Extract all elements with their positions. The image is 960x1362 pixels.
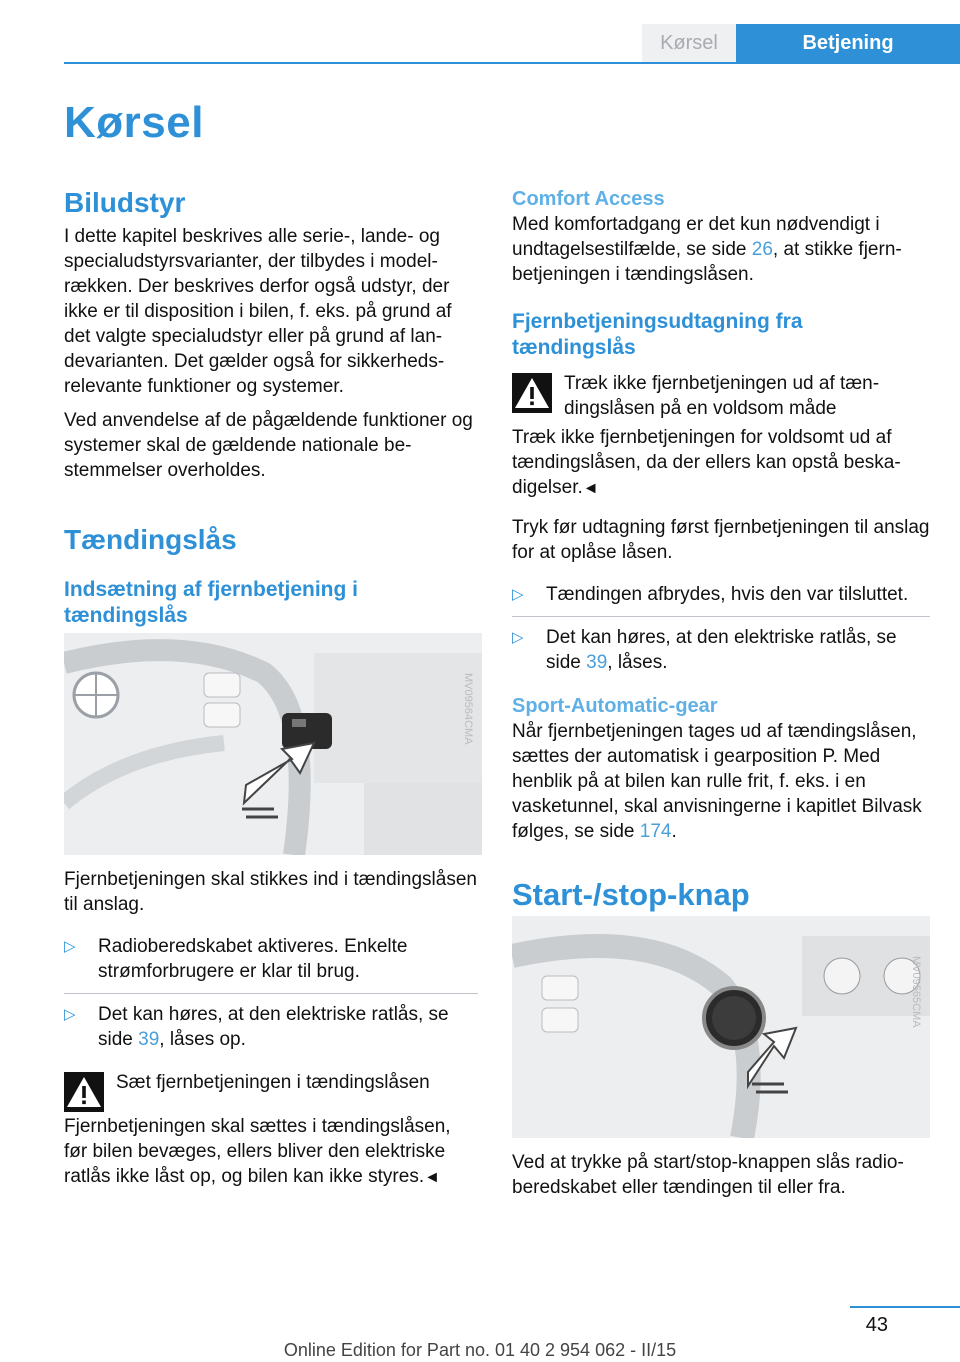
text: Når fjernbetjeningen tages ud af tændingslåsen, sættes der automatisk i gearposition P. Med henblik på at bilen kan rulle frit, f. eks. i en vasketunnel, skal anvisningerne i kapitlet Bilvask følges, se side	[512, 721, 922, 842]
header-tab-prev[interactable]: Kørsel	[642, 24, 736, 62]
subsection-title-comfort-access: Comfort Access	[512, 188, 665, 210]
warning-box	[512, 371, 930, 421]
figure-code: MV09564CMA	[462, 673, 474, 745]
warning-body: Fjernbetjeningen skal sættes i tændingslåsen, før bilen bevæges, ellers bliver den elektriske ratlås ikke låst op, og bilen kan ikke styres.	[64, 1116, 451, 1187]
paragraph: Ved at trykke på start/stop-knappen slås radioberedskabet eller tændingen til eller fra.	[512, 1152, 904, 1198]
triangle-bullet-icon: ▷	[512, 586, 524, 603]
list-item-text: , låses op.	[159, 1029, 246, 1050]
warning-box	[64, 1070, 478, 1114]
bullet-list	[64, 926, 478, 1061]
paragraph	[512, 719, 930, 844]
warning-text	[64, 1114, 478, 1190]
figure-insert-key	[64, 633, 482, 855]
subsection-title-sport-automatic: Sport-Automatic-gear	[512, 695, 718, 717]
text: Med komfortadgang er det kun nødvendigt i undtagelsestilfælde, se side	[512, 214, 880, 260]
list-item	[512, 617, 930, 684]
figure-start-stop	[512, 916, 930, 1138]
page-link[interactable]: 39	[138, 1029, 160, 1050]
left-column	[64, 186, 478, 1199]
end-mark: ◄	[424, 1169, 440, 1186]
list-item-text: , låses.	[607, 652, 668, 673]
warning-triangle-icon	[64, 1072, 104, 1112]
triangle-bullet-icon: ▷	[64, 1006, 76, 1023]
text: .	[671, 821, 677, 842]
page-number: 43	[865, 1314, 888, 1336]
section-title-taendingslas: Tændingslås	[64, 524, 237, 555]
triangle-bullet-icon: ▷	[512, 629, 524, 646]
footer-rule	[850, 1306, 960, 1308]
figure-code: MV09565CMA	[910, 956, 922, 1028]
steering-wheel-key-illustration	[64, 633, 482, 855]
warning-body: Træk ikke fjernbetjeningen for voldsomt ud af tændingslåsen, da der ellers kan opstå beskadigelser.	[512, 427, 901, 498]
warning-triangle-icon	[512, 373, 552, 413]
list-item	[512, 574, 930, 617]
paragraph	[512, 212, 930, 287]
header-rule	[64, 62, 960, 64]
paragraph: I dette kapitel beskrives alle serie-, lande- og specialudstyrsvarianter, der tilbydes i modelrækken. Der beskrives derfor også udstyr, der ikke er til disposition i bilen, f. eks. på grund af det valgte specialudstyr eller på grund af landevarianten. Det gælder også for sikkerhedsrelevante funktioner og systemer.	[64, 226, 452, 397]
bullet-list	[512, 574, 930, 684]
paragraph: Ved anvendelse af de pågældende funktioner og systemer skal de gældende nationale bestemmelser overholdes.	[64, 410, 473, 481]
chapter-title: Kørsel	[64, 98, 204, 147]
triangle-bullet-icon: ▷	[64, 938, 76, 955]
right-column	[512, 186, 930, 1209]
subsection-title-removal: Fjernbetjeningsudtagning fra tændingslås	[512, 310, 803, 359]
list-item-text: Radioberedskabet aktiveres. Enkelte strømforbrugere er klar til brug.	[98, 936, 408, 982]
list-item-text: Det kan høres, at den elektriske ratlås, se side	[98, 1004, 449, 1050]
warning-title: Sæt fjernbetjeningen i tændingslåsen	[116, 1072, 430, 1093]
page-link[interactable]: 39	[586, 652, 608, 673]
list-item-text: Det kan høres, at den elektriske ratlås, se side	[546, 627, 897, 673]
footer-text: Online Edition for Part no. 01 40 2 954 062 - II/15	[283, 1340, 677, 1360]
list-item	[64, 994, 478, 1061]
text: , at stikke fjernbetjeningen i tændingslåsen.	[512, 239, 902, 285]
end-mark: ◄	[582, 480, 599, 497]
page-link[interactable]: 174	[639, 821, 672, 842]
paragraph: Tryk før udtagning først fjernbetjeningen til anslag for at oplåse låsen.	[512, 517, 930, 563]
warning-text	[512, 425, 930, 501]
page-link[interactable]: 26	[751, 239, 773, 260]
warning-title: Træk ikke fjernbetjeningen ud af tændingslåsen på en voldsom måde	[564, 373, 880, 419]
section-title-start-stop: Start-/stop-knap	[512, 877, 750, 912]
header-tab-active[interactable]: Betjening	[736, 24, 960, 62]
list-item	[64, 926, 478, 994]
section-title-biludstyr: Biludstyr	[64, 187, 186, 218]
list-item-text: Tændingen afbrydes, hvis den var tilsluttet.	[546, 584, 909, 605]
subsection-title: Indsætning af fjernbetjening i tændingslås	[64, 578, 358, 627]
paragraph: Fjernbetjeningen skal stikkes ind i tændingslåsen til anslag.	[64, 869, 477, 915]
start-stop-button-illustration	[512, 916, 930, 1138]
